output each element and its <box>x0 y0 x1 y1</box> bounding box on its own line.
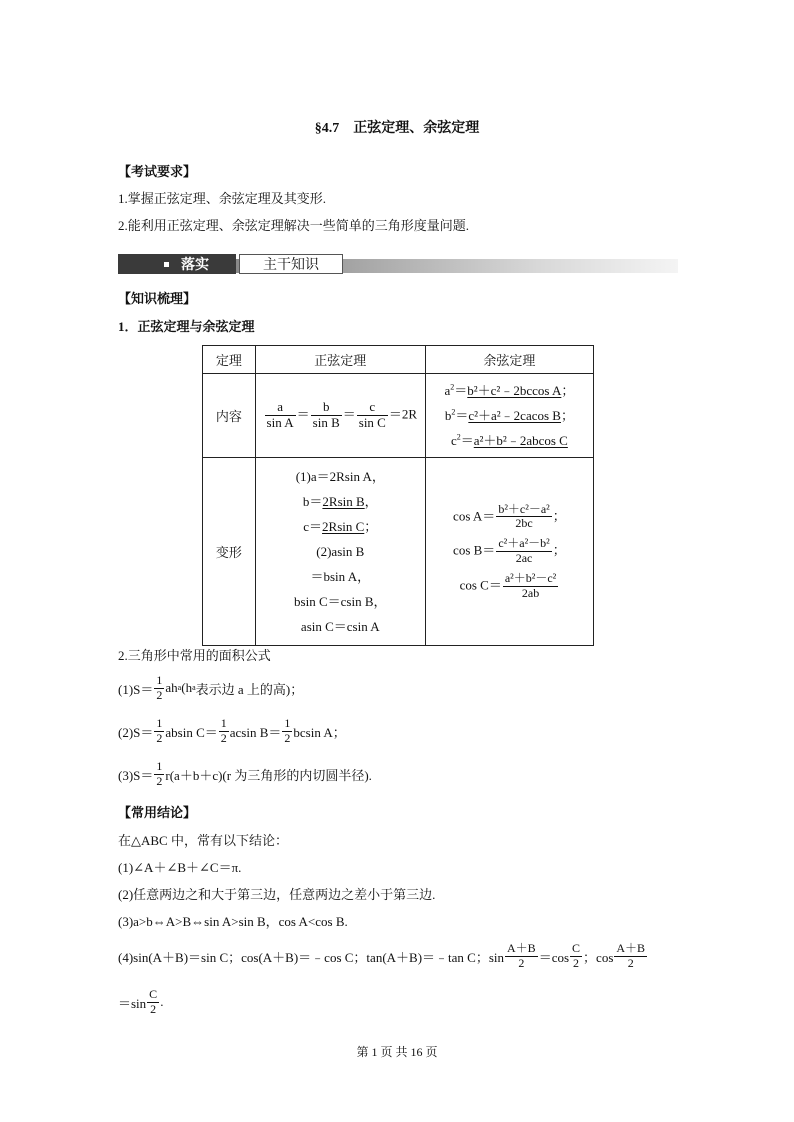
numerator: 1 <box>220 716 227 730</box>
text: cos A＝ <box>453 507 496 523</box>
denominator: 2ac <box>515 551 533 565</box>
text: ；cos <box>583 949 614 965</box>
numerator: 1 <box>156 673 163 687</box>
var: b <box>444 408 452 423</box>
text: ＝cos <box>538 949 570 965</box>
sine-variant-line: (1)a＝2Rsin A， <box>295 469 385 484</box>
area-formula-1: (1)S＝ $\frac{1}{2}$ ah a (h a 表示边 a 上的高)； <box>118 673 304 702</box>
denominator: sin A <box>266 415 294 430</box>
sine-variant-line: bsin C＝csin B， <box>294 594 387 609</box>
text: (2)S＝ <box>118 724 154 740</box>
fraction <box>154 760 164 789</box>
table-header-cell: 正弦定理 <box>255 346 425 374</box>
fraction <box>570 942 582 971</box>
sine-variant-line: ＝bsin A， <box>310 569 371 584</box>
conclusion-1: (1)∠A＋∠B＋∠C＝π. <box>118 860 242 875</box>
denominator: 2 <box>156 730 163 745</box>
text: (3)S＝ <box>118 767 154 783</box>
text: acsin B＝ <box>229 724 282 740</box>
exp: 2 <box>450 382 455 392</box>
fraction <box>496 537 551 566</box>
fraction <box>614 942 647 971</box>
sine-variant-line <box>256 489 425 514</box>
blank-answer: 2Rsin B <box>322 494 365 509</box>
conclusions-heading: 【常用结论】 <box>118 805 197 820</box>
fraction <box>357 400 388 431</box>
sine-variant-line: (2)asin B <box>316 544 365 559</box>
equals: ＝ <box>296 406 310 422</box>
text: cos C＝ <box>459 577 502 593</box>
table-header-cell: 定理 <box>203 346 256 374</box>
var: a <box>444 383 451 398</box>
row-label-variant: 变形 <box>203 458 256 646</box>
numerator: a²＋b²－c² <box>504 570 557 585</box>
text: (1)S＝ <box>118 681 154 697</box>
var: c <box>450 433 457 448</box>
text: ah <box>165 680 178 696</box>
fraction <box>154 674 164 703</box>
cosine-law-cell <box>425 374 593 458</box>
sep: ； <box>552 542 566 558</box>
text: absin C＝ <box>165 724 218 740</box>
knowledge-heading: 【知识梳理】 <box>118 291 197 306</box>
numerator: c²＋a²－b² <box>498 536 550 551</box>
text: b＝ <box>302 494 323 509</box>
area-heading: 2.三角形中常用的面积公式 <box>118 648 271 663</box>
sep: ； <box>560 408 574 423</box>
banner-right: 主干知识 <box>239 254 343 274</box>
table-header-cell: 余弦定理 <box>425 346 593 374</box>
text: (h <box>181 680 193 696</box>
numerator: A＋B <box>507 941 536 955</box>
denominator: 2 <box>156 773 163 788</box>
exam-heading: 【考试要求】 <box>118 164 197 179</box>
cosine-line-1 <box>426 378 593 403</box>
text: r(a＋b＋c)(r 为三角形的内切圆半径). <box>165 767 372 783</box>
conclusion-4 <box>118 942 648 971</box>
conclusion-2: (2)任意两边之和大于第三边，任意两边之差小于第三边. <box>118 887 436 902</box>
denominator: 2 <box>284 730 291 745</box>
page-title: §4.7 正弦定理、余弦定理 <box>314 121 480 136</box>
sine-law-cell <box>255 374 425 458</box>
exam-item-2: 2.能利用正弦定理、余弦定理解决一些简单的三角形度量问题. <box>118 218 470 233</box>
section-banner <box>118 254 678 274</box>
denominator: 2 <box>627 955 634 970</box>
blank-answer: a²＋b²﹣2abcos C <box>473 433 568 448</box>
equals: ＝ <box>460 433 474 448</box>
table-row-content <box>203 374 594 458</box>
table-row-variant <box>203 458 594 646</box>
numerator: a <box>265 400 296 416</box>
cosB-formula <box>426 537 593 566</box>
denominator: 2 <box>220 730 227 745</box>
denominator: 2 <box>518 955 525 970</box>
text: (4)sin(A＋B)＝sin C；cos(A＋B)＝﹣cos C；tan(A＋B)＝﹣tan C；sin <box>118 949 505 965</box>
cosC-formula <box>426 572 593 601</box>
fraction <box>503 572 558 601</box>
fraction <box>496 503 551 532</box>
table-header-row <box>203 346 594 374</box>
text: bcsin A； <box>293 724 346 740</box>
denominator: sin B <box>312 415 340 430</box>
exp: 2 <box>451 407 456 417</box>
cosA-formula <box>426 503 593 532</box>
cosine-line-2 <box>426 403 593 428</box>
equals: ＝ <box>454 383 468 398</box>
equals: ＝ <box>455 408 469 423</box>
cosine-line-3 <box>426 428 593 453</box>
area-formula-2 <box>118 717 346 746</box>
fraction <box>154 717 164 746</box>
fraction <box>147 988 159 1017</box>
numerator: b <box>311 400 342 416</box>
numerator: C <box>149 987 158 1001</box>
section-1-title: 1．正弦定理与余弦定理 <box>118 319 255 334</box>
denominator: 2bc <box>515 516 533 531</box>
text: 表示边 a 上的高)； <box>195 681 304 697</box>
sine-variant-line: asin C＝csin A <box>300 619 380 634</box>
exp: 2 <box>456 432 461 442</box>
blank-answer: c²＋a²﹣2cacos B <box>468 408 561 423</box>
banner-left <box>118 254 236 274</box>
text: . <box>160 994 164 1010</box>
blank-answer: 2Rsin C <box>322 519 365 534</box>
bullet-icon <box>164 262 169 267</box>
fraction <box>219 717 229 746</box>
numerator: 1 <box>284 716 291 730</box>
fraction <box>505 942 538 971</box>
sep: ； <box>561 383 575 398</box>
numerator: 1 <box>156 759 163 773</box>
exam-item-1: 1.掌握正弦定理、余弦定理及其变形. <box>118 191 327 206</box>
fraction <box>311 400 342 431</box>
conclusion-3: (3)a>b⇔A>B⇔sin A>sin B，cos A<cos B. <box>118 914 348 929</box>
sep: ； <box>552 507 566 523</box>
text: cos B＝ <box>453 542 496 558</box>
equals: ＝ <box>342 406 356 422</box>
conclusion-4-continued <box>118 988 163 1017</box>
row-label-content: 内容 <box>203 374 256 458</box>
sep: ； <box>364 519 378 534</box>
denominator: 2 <box>150 1001 157 1016</box>
sep: ， <box>364 494 378 509</box>
fraction <box>265 400 296 431</box>
numerator: C <box>572 941 581 955</box>
denominator: sin C <box>358 415 386 430</box>
page-footer: 第 1 页 共 16 页 <box>356 1045 438 1059</box>
denominator: 2 <box>156 687 163 702</box>
banner-left-label: 落实 <box>181 256 209 272</box>
area-formula-3 <box>118 760 372 789</box>
text: c＝ <box>303 519 323 534</box>
sine-variant-cell <box>255 458 425 646</box>
conclusions-intro: 在△ABC 中，常有以下结论： <box>118 833 288 848</box>
numerator: A＋B <box>616 941 646 955</box>
numerator: 1 <box>156 716 163 730</box>
sine-variant-line <box>256 514 425 539</box>
sine-law-tail: ＝2R <box>388 406 418 422</box>
theorem-table <box>202 345 594 646</box>
cosine-variant-cell <box>425 458 593 646</box>
numerator: b²＋c²－a² <box>498 501 550 516</box>
blank-answer: b²＋c²﹣2bccos A <box>467 383 562 398</box>
numerator: c <box>357 400 388 416</box>
denominator: 2 <box>573 955 580 970</box>
denominator: 2ab <box>521 585 540 600</box>
fraction <box>282 717 292 746</box>
text: ＝sin <box>118 995 147 1011</box>
